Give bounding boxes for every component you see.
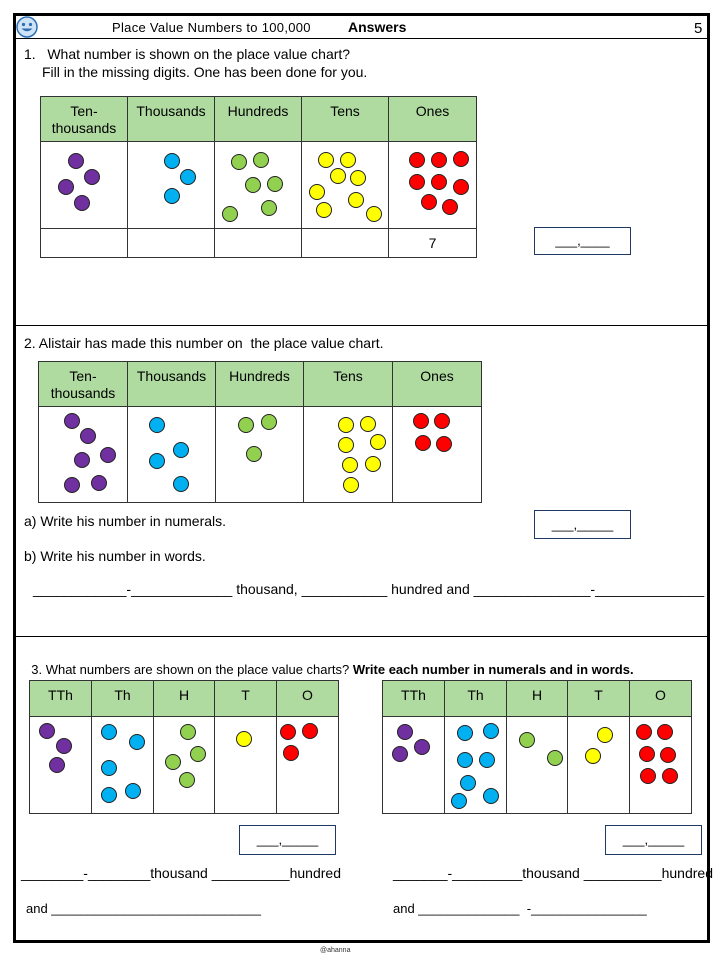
counter xyxy=(436,436,452,452)
q3-right-header-o: O xyxy=(630,681,692,717)
q3-right-counters-o xyxy=(630,717,692,814)
q2-counters-ones xyxy=(393,407,482,503)
counter xyxy=(662,768,678,784)
q1-counters-hundreds xyxy=(215,142,302,229)
q1-digit-tens[interactable] xyxy=(302,229,389,258)
counter xyxy=(129,734,145,750)
q3-left-counters-t xyxy=(215,717,277,814)
page-number: 5 xyxy=(694,20,703,37)
counter xyxy=(179,772,195,788)
q3-left-header-h: H xyxy=(154,681,215,717)
counter xyxy=(434,413,450,429)
q3-left-header-th: Th xyxy=(92,681,154,717)
counter xyxy=(173,476,189,492)
counter xyxy=(342,457,358,473)
counter xyxy=(58,179,74,195)
counter xyxy=(338,417,354,433)
counter xyxy=(164,153,180,169)
counter xyxy=(39,723,55,739)
counter xyxy=(453,151,469,167)
counter xyxy=(173,442,189,458)
counter xyxy=(483,788,499,804)
counter xyxy=(190,746,206,762)
counter xyxy=(245,177,261,193)
counter xyxy=(397,724,413,740)
counter xyxy=(483,723,499,739)
q3-prompt xyxy=(24,647,634,677)
q2-part-b: b) Write his number in words. xyxy=(24,548,206,564)
counter xyxy=(64,477,80,493)
counter xyxy=(149,453,165,469)
q2-answer-box[interactable]: ___,_____ xyxy=(534,510,631,539)
counter xyxy=(409,174,425,190)
q2-part-a: a) Write his number in numerals. xyxy=(24,513,227,529)
q2-counters-ten-thousands xyxy=(39,407,128,503)
q1-digit-ones: 7 xyxy=(389,229,477,258)
counter xyxy=(74,195,90,211)
header-divider xyxy=(13,38,710,39)
worksheet-title: Place Value Numbers to 100,000 xyxy=(112,20,311,35)
counter xyxy=(253,152,269,168)
q3-right-header-h: H xyxy=(507,681,568,717)
q1-prompt: 1. What number is shown on the place value chart? xyxy=(24,46,351,62)
q2-place-value-chart xyxy=(38,361,482,503)
counter xyxy=(348,192,364,208)
q2-header-ones: Ones xyxy=(393,362,482,407)
q3-left-counters-th xyxy=(92,717,154,814)
section-divider-2 xyxy=(13,636,710,637)
counter xyxy=(639,746,655,762)
counter xyxy=(236,731,252,747)
q3-right-header-tth: TTh xyxy=(383,681,445,717)
counter xyxy=(365,456,381,472)
q1-header-ten-thousands: Ten- thousands xyxy=(41,97,128,142)
q3-right-answer-box[interactable]: ___,_____ xyxy=(605,825,702,855)
counter xyxy=(457,725,473,741)
counter xyxy=(460,775,476,791)
counter xyxy=(370,434,386,450)
counter xyxy=(350,170,366,186)
counter xyxy=(636,724,652,740)
counter xyxy=(413,413,429,429)
q3-left-words-line-1[interactable]: ________-________thousand __________hundred xyxy=(21,865,341,881)
q2-header-thousands: Thousands xyxy=(128,362,216,407)
q1-place-value-chart xyxy=(40,96,477,258)
counter xyxy=(91,475,107,491)
counter xyxy=(414,739,430,755)
q1-counters-ones xyxy=(389,142,477,229)
counter xyxy=(231,154,247,170)
q2-header-hundreds: Hundreds xyxy=(216,362,304,407)
q2-header-tens: Tens xyxy=(304,362,393,407)
smiley-icon xyxy=(16,16,38,38)
counter xyxy=(238,417,254,433)
counter xyxy=(100,447,116,463)
q1-header-ones: Ones xyxy=(389,97,477,142)
section-divider-1 xyxy=(13,325,710,326)
counter xyxy=(180,724,196,740)
answers-label: Answers xyxy=(348,19,407,35)
counter xyxy=(164,188,180,204)
q3-left-counters-tth xyxy=(30,717,92,814)
q3-right-counters-th xyxy=(445,717,507,814)
q3-right-counters-h xyxy=(507,717,568,814)
q1-header-hundreds: Hundreds xyxy=(215,97,302,142)
counter xyxy=(366,206,382,222)
q3-left-words-line-2[interactable]: and _____________________________ xyxy=(26,901,261,916)
counter xyxy=(125,783,141,799)
counter xyxy=(431,174,447,190)
counter xyxy=(180,169,196,185)
q3-right-counters-tth xyxy=(383,717,445,814)
q3-right-counters-t xyxy=(568,717,630,814)
counter xyxy=(101,760,117,776)
q1-header-tens: Tens xyxy=(302,97,389,142)
counter xyxy=(415,435,431,451)
q3-right-words-line-2[interactable]: and ______________ -________________ xyxy=(393,901,647,916)
counter xyxy=(222,206,238,222)
q2-prompt: 2. Alistair has made this number on the place value chart. xyxy=(24,335,384,351)
counter xyxy=(421,194,437,210)
q3-prompt-bold: Write each number in numerals and in words. xyxy=(352,662,634,677)
counter xyxy=(246,446,262,462)
counter xyxy=(657,724,673,740)
counter xyxy=(479,752,495,768)
q1-counters-thousands xyxy=(128,142,215,229)
q3-right-chart xyxy=(382,680,692,814)
q3-left-header-o: O xyxy=(277,681,339,717)
counter xyxy=(640,768,656,784)
counter xyxy=(547,750,563,766)
counter xyxy=(64,413,80,429)
counter xyxy=(360,416,376,432)
counter xyxy=(149,417,165,433)
q2-words-line[interactable]: ____________-_____________ thousand, ___________ hundred and _______________-______________ xyxy=(33,581,705,597)
q2-header-ten-thousands: Ten- thousands xyxy=(39,362,128,407)
counter xyxy=(409,152,425,168)
q1-header-thousands: Thousands xyxy=(128,97,215,142)
counter xyxy=(280,724,296,740)
q3-right-header-t: T xyxy=(568,681,630,717)
counter xyxy=(660,747,676,763)
counter xyxy=(457,752,473,768)
counter xyxy=(101,724,117,740)
counter xyxy=(261,200,277,216)
counter xyxy=(101,787,117,803)
q1-digit-ten-thousands[interactable] xyxy=(41,229,128,258)
counter xyxy=(585,748,601,764)
q3-left-chart xyxy=(29,680,339,814)
counter xyxy=(49,757,65,773)
counter xyxy=(519,732,535,748)
counter xyxy=(343,477,359,493)
q3-right-header-th: Th xyxy=(445,681,507,717)
counter xyxy=(309,184,325,200)
counter xyxy=(165,754,181,770)
q2-counters-hundreds xyxy=(216,407,304,503)
q2-counters-tens xyxy=(304,407,393,503)
counter xyxy=(338,437,354,453)
q1-digit-hundreds[interactable] xyxy=(215,229,302,258)
q3-left-counters-o xyxy=(277,717,339,814)
counter xyxy=(84,169,100,185)
counter xyxy=(392,746,408,762)
q1-instruction: Fill in the missing digits. One has been done for you. xyxy=(42,64,368,80)
credit-text: @ahanna xyxy=(320,947,351,954)
q3-left-header-t: T xyxy=(215,681,277,717)
q1-digit-thousands[interactable] xyxy=(128,229,215,258)
counter xyxy=(267,176,283,192)
q1-answer-box[interactable]: ___,____ xyxy=(534,227,631,255)
counter xyxy=(451,793,467,809)
counter xyxy=(597,727,613,743)
counter xyxy=(80,428,96,444)
counter xyxy=(261,414,277,430)
counter xyxy=(56,738,72,754)
counter xyxy=(68,153,84,169)
q3-right-words-line-1[interactable]: _______-_________thousand __________hundred xyxy=(393,865,713,881)
q3-left-header-tth: TTh xyxy=(30,681,92,717)
q3-prompt-text: 3. What numbers are shown on the place value charts? xyxy=(31,662,353,677)
counter xyxy=(316,202,332,218)
counter xyxy=(340,152,356,168)
q2-counters-thousands xyxy=(128,407,216,503)
q1-counters-tens xyxy=(302,142,389,229)
counter xyxy=(302,723,318,739)
counter xyxy=(318,152,334,168)
q3-left-answer-box[interactable]: ___,_____ xyxy=(239,825,336,855)
q3-left-counters-h xyxy=(154,717,215,814)
counter xyxy=(283,745,299,761)
q1-counters-ten-thousands xyxy=(41,142,128,229)
counter xyxy=(453,179,469,195)
counter xyxy=(330,168,346,184)
counter xyxy=(442,199,458,215)
counter xyxy=(431,152,447,168)
counter xyxy=(74,452,90,468)
